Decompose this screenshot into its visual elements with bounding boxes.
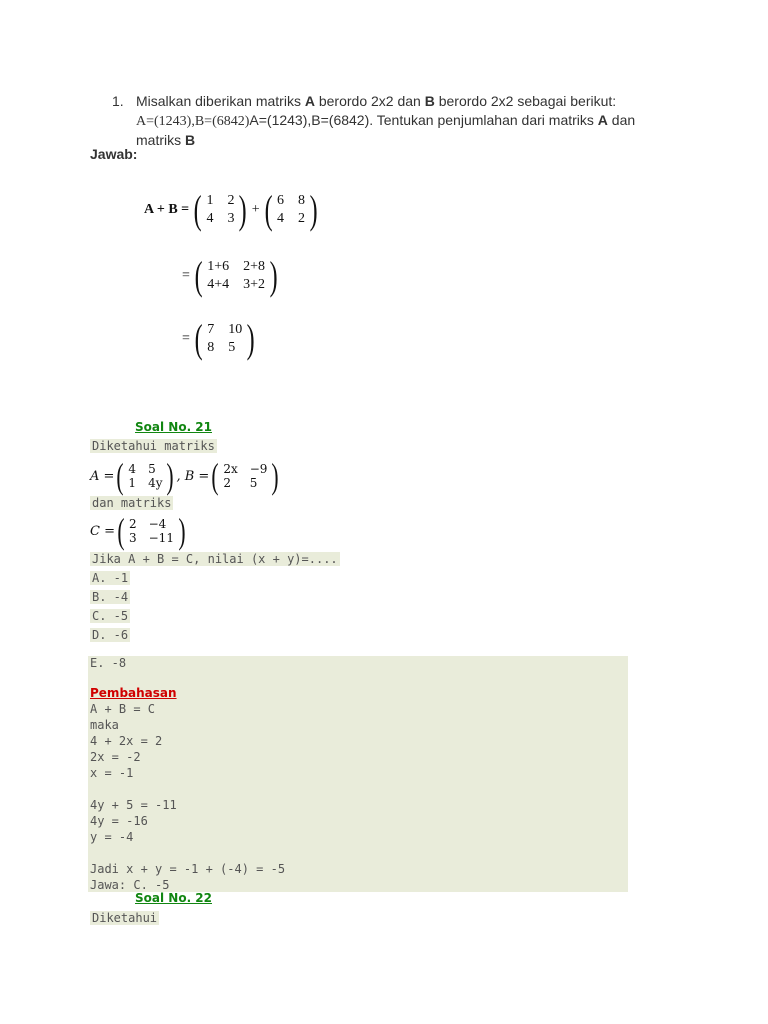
option-d: D. -6 (92, 628, 129, 642)
pembahasan-line: maka (90, 718, 119, 732)
option-c: C. -5 (92, 609, 129, 623)
soal-21-title[interactable]: Soal No. 21 (135, 420, 212, 434)
solution-row-2: = ( 1+6 2+8 4+4 3+2 ) (180, 256, 280, 296)
solution-row-3: = ( 7 10 8 5 ) (180, 319, 258, 359)
pembahasan-line: A + B = C (90, 702, 156, 716)
option-b: B. -4 (92, 590, 129, 604)
inline-formula: A=(1243),B=(6842) (136, 114, 250, 129)
soal-22-intro: Diketahui (92, 911, 158, 925)
pembahasan-line: Jadi x + y = -1 + (-4) = -5 (90, 862, 286, 876)
pembahasan-line (90, 845, 285, 861)
soal-21-question: Jika A + B = C, nilai (x + y)=.... (92, 552, 338, 566)
option-a: A. -1 (92, 571, 129, 585)
soal-21-matrix-c-row: C = ( 2 −4 3 −11 ) (90, 513, 188, 549)
soal-matrix-b: ( 2x −9 2 5 ) (211, 456, 280, 496)
pembahasan-line: y = -4 (90, 830, 134, 844)
solution-lhs: A + B = (144, 202, 190, 217)
soal-22-title[interactable]: Soal No. 22 (135, 891, 212, 905)
pembahasan-line: Jawa: C. -5 (90, 878, 170, 892)
pembahasan-line: 2x = -2 (90, 750, 141, 764)
soal-matrix-a: ( 4 5 1 4y ) (116, 456, 175, 496)
pembahasan-label[interactable]: Pembahasan (90, 686, 177, 700)
soal-21-dan-matriks: dan matriks (92, 496, 172, 510)
jawab-label: Jawab: (90, 146, 138, 162)
pembahasan-lines (90, 701, 285, 893)
soal-21-intro: Diketahui matriks (92, 439, 215, 453)
option-e: E. -8 (90, 656, 127, 670)
soal-21-options (90, 570, 130, 643)
pembahasan-line: 4y + 5 = -11 (90, 798, 177, 812)
pembahasan-line: 4y = -16 (90, 814, 148, 828)
pembahasan-line (90, 781, 285, 797)
soal-21-matrices-ab: A = ( 4 5 1 4y ) , B = ( 2x −9 2 5 ) (90, 458, 281, 494)
solution-row-1 (144, 187, 320, 232)
plus-sign: + (251, 202, 260, 217)
matrix-b: ( 6 8 4 2 ) (264, 187, 318, 232)
question-text: Misalkan diberikan matriks A berordo 2x2 dan B berordo 2x2 sebagai berikut: A=(1243),B=(6842)A=(1243),B=(6842). Tentukan penjumlahan dari matriks A dan matriks B (136, 93, 636, 148)
soal-matrix-c: ( 2 −4 3 −11 ) (117, 511, 186, 551)
pembahasan-line: x = -1 (90, 766, 134, 780)
question-number: 1. (112, 93, 124, 109)
matrix-result: ( 7 10 8 5 ) (194, 316, 255, 361)
matrix-a: ( 1 2 4 3 ) (193, 187, 248, 232)
matrix-sum-expr: ( 1+6 2+8 4+4 3+2 ) (194, 253, 278, 298)
pembahasan-line: 4 + 2x = 2 (90, 734, 163, 748)
